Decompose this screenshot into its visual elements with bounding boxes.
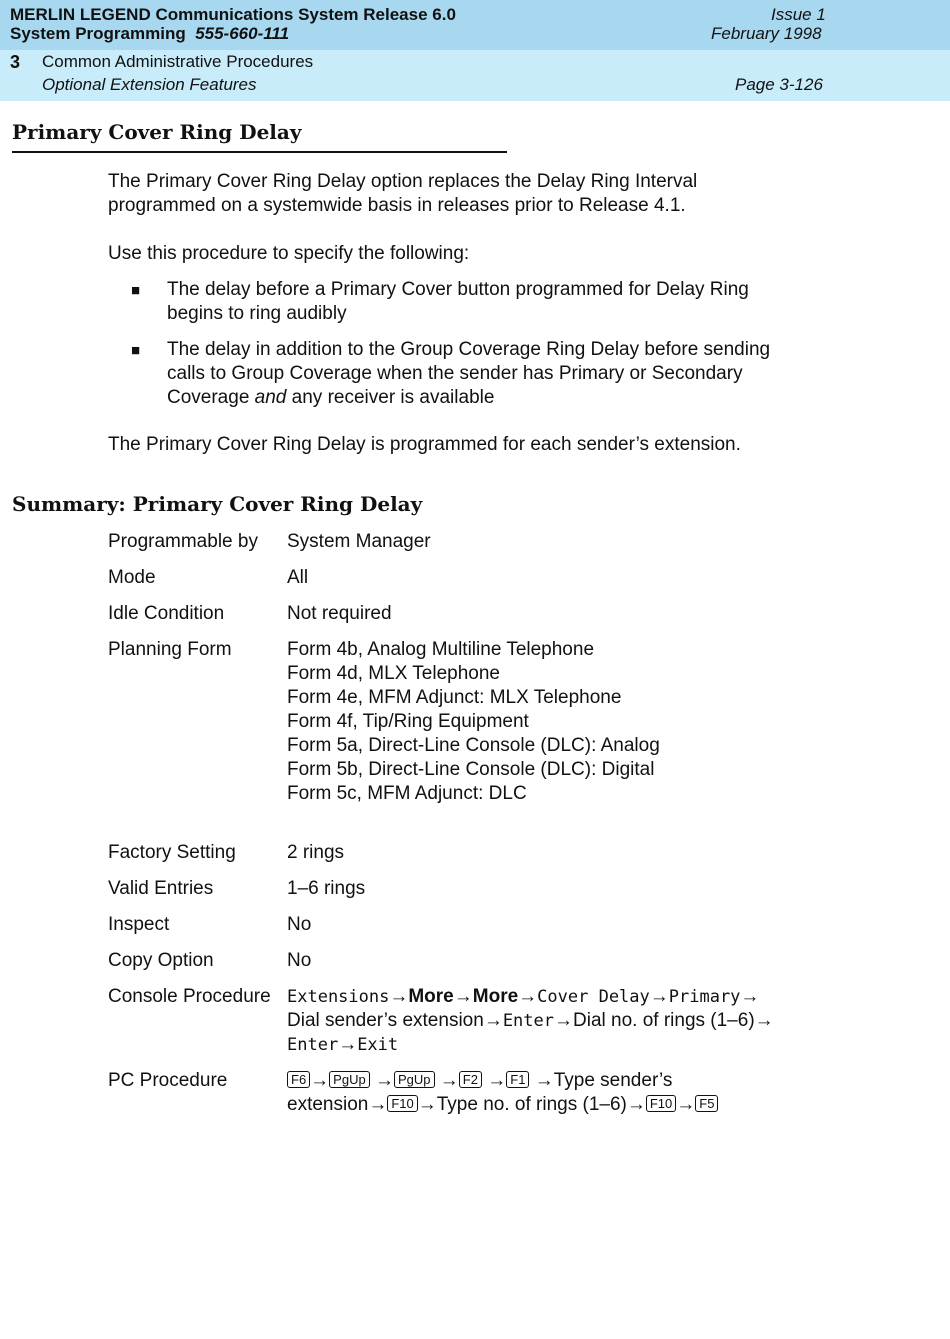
arrow: → [483, 1010, 503, 1031]
summary-value: 2 rings [287, 842, 345, 863]
bullet-marker: ■ [131, 282, 141, 299]
console-step: Primary [668, 987, 741, 1007]
bullet-line: The delay in addition to the Group Coverage Ring Delay before sending [167, 339, 771, 360]
doc-subtitle [10, 24, 289, 43]
key-f1: F1 [506, 1071, 529, 1088]
section-title: Optional Extension Features [42, 75, 257, 94]
pc-step: extension [287, 1094, 369, 1115]
section-heading: Primary Cover Ring Delay [12, 120, 302, 144]
planning-form-item: Form 4e, MFM Adjunct: MLX Telephone [287, 687, 622, 708]
summary-label: Mode [108, 567, 156, 588]
pc-step: Type sender’s [553, 1070, 673, 1091]
arrow: → [310, 1070, 330, 1091]
key-f2: F2 [459, 1071, 482, 1088]
console-step: Extensions [287, 987, 390, 1007]
bullet-line: The delay before a Primary Cover button programmed for Delay Ring [167, 279, 749, 300]
summary-heading: Summary: Primary Cover Ring Delay [12, 492, 423, 516]
closing-paragraph: The Primary Cover Ring Delay is programmed for each sender’s extension. [108, 434, 741, 455]
key-f10: F10 [387, 1095, 417, 1112]
console-procedure [287, 985, 774, 1057]
arrow: → [676, 1094, 696, 1115]
console-line [287, 1033, 774, 1057]
arrow: → [439, 1070, 459, 1091]
arrow: → [453, 986, 473, 1007]
planning-form-item: Form 4b, Analog Multiline Telephone [287, 639, 595, 660]
console-step: More [408, 986, 454, 1007]
console-step: Dial no. of rings (1–6) [573, 1010, 755, 1031]
console-line [287, 1009, 774, 1033]
key-f6: F6 [287, 1071, 310, 1088]
bullet-text: Coverage [167, 387, 255, 408]
bullet-item-2 [167, 338, 770, 410]
bullet-emphasis: and [254, 387, 287, 408]
arrow: → [626, 1094, 646, 1115]
arrow: → [417, 1094, 437, 1115]
pc-step: Type no. of rings (1–6) [436, 1094, 627, 1115]
planning-form-item: Form 4f, Tip/Ring Equipment [287, 711, 529, 732]
planning-form-list [287, 638, 660, 806]
bullet-line [167, 386, 770, 410]
intro-paragraph [108, 170, 697, 218]
chapter-title: Common Administrative Procedures [42, 52, 314, 71]
summary-label: Valid Entries [108, 878, 214, 899]
issue-label: Issue 1 [771, 5, 826, 24]
arrow: → [754, 1010, 774, 1031]
arrow: → [389, 986, 409, 1007]
arrow: → [518, 986, 538, 1007]
planning-form-item: Form 5a, Direct-Line Console (DLC): Analog [287, 735, 660, 756]
pc-line [287, 1069, 718, 1093]
pc-line [287, 1093, 718, 1117]
bullet-marker: ■ [131, 342, 141, 359]
summary-value: All [287, 567, 309, 588]
page-number: Page 3-126 [735, 75, 823, 94]
arrow: → [374, 1070, 394, 1091]
summary-label: Factory Setting [108, 842, 236, 863]
arrow: → [487, 1070, 507, 1091]
intro-line: The Primary Cover Ring Delay option replaces the Delay Ring Interval [108, 171, 698, 192]
console-step: Cover Delay [537, 987, 650, 1007]
bullet-item-1 [167, 278, 749, 326]
arrow: → [338, 1034, 358, 1055]
summary-label: Planning Form [108, 639, 232, 660]
bullet-text: any receiver is available [286, 387, 495, 408]
doc-subtitle-text: System Programming [10, 24, 186, 43]
summary-value: No [287, 914, 312, 935]
summary-label: Programmable by [108, 531, 258, 552]
issue-date: February 1998 [711, 24, 822, 43]
use-paragraph: Use this procedure to specify the following: [108, 243, 470, 264]
console-step: Enter [502, 1011, 554, 1031]
console-line [287, 985, 774, 1009]
arrow: → [534, 1070, 554, 1091]
summary-label: PC Procedure [108, 1070, 228, 1091]
key-pgup: PgUp [329, 1071, 370, 1088]
console-step: Dial sender’s extension [287, 1010, 484, 1031]
chapter-number: 3 [10, 52, 21, 72]
bullet-line: begins to ring audibly [167, 303, 347, 324]
heading-rule [12, 151, 507, 153]
console-step: More [472, 986, 519, 1007]
arrow: → [649, 986, 669, 1007]
summary-label: Copy Option [108, 950, 214, 971]
bullet-line: calls to Group Coverage when the sender has Primary or Secondary [167, 363, 743, 384]
arrow: → [740, 986, 760, 1007]
doc-number: 555-660-111 [195, 24, 290, 43]
console-step: Exit [357, 1035, 399, 1055]
arrow: → [554, 1010, 573, 1031]
planning-form-item: Form 4d, MLX Telephone [287, 663, 500, 684]
summary-label: Idle Condition [108, 603, 225, 624]
summary-value: 1–6 rings [287, 878, 366, 899]
console-step: Enter [287, 1035, 339, 1055]
summary-value: Not required [287, 603, 392, 624]
key-f10: F10 [646, 1095, 676, 1112]
pc-procedure [287, 1069, 718, 1117]
summary-value: System Manager [287, 531, 431, 552]
key-f5: F5 [695, 1095, 718, 1112]
arrow: → [368, 1094, 388, 1115]
key-pgup: PgUp [394, 1071, 435, 1088]
doc-title: MERLIN LEGEND Communications System Release 6.0 [10, 5, 456, 24]
intro-line: programmed on a systemwide basis in releases prior to Release 4.1. [108, 195, 686, 216]
summary-label: Inspect [108, 914, 170, 935]
summary-value: No [287, 950, 312, 971]
planning-form-item: Form 5b, Direct-Line Console (DLC): Digital [287, 759, 655, 780]
summary-label: Console Procedure [108, 986, 271, 1007]
planning-form-item: Form 5c, MFM Adjunct: DLC [287, 783, 527, 804]
